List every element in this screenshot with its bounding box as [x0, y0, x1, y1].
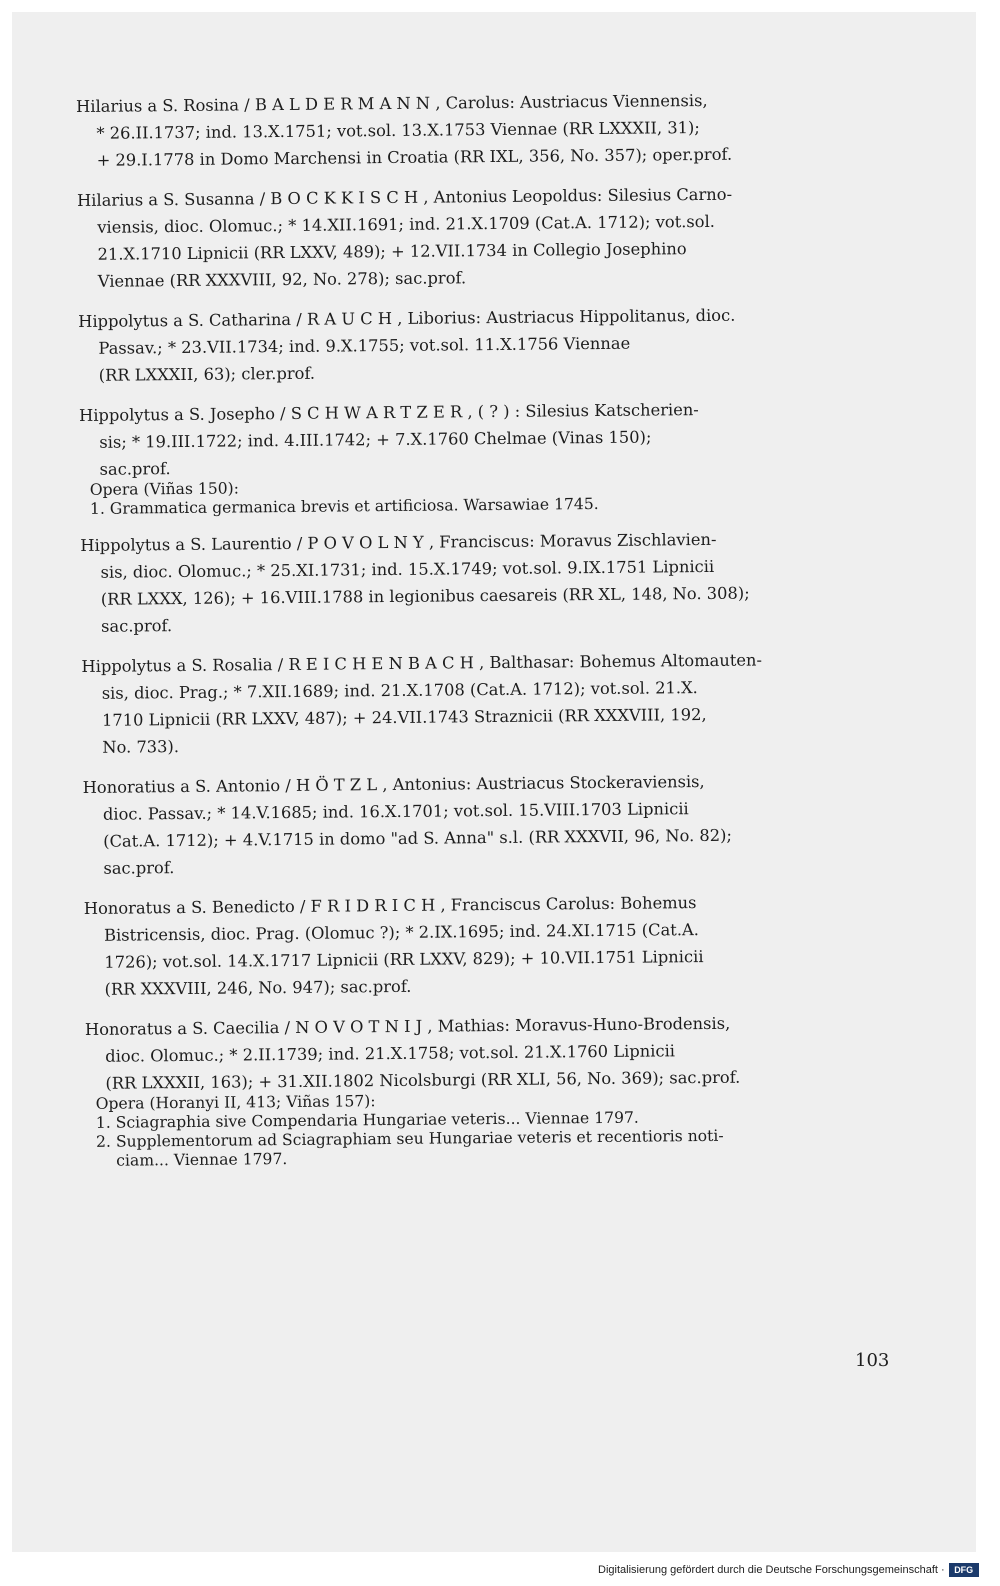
entry-line: Viennae (RR XXXVIII, 92, No. 278); sac.prof. — [97, 268, 467, 291]
entry-line: sis; * 19.III.1722; ind. 4.III.1742; + 7.X.1760 Chelmae (Vinas 150); — [99, 427, 652, 452]
entry-line: (RR XXXVIII, 246, No. 947); sac.prof. — [104, 976, 412, 999]
entry-heading-line: Honoratius a S. Antonio / H Ö T Z L , Antonius: Austriacus Stockeraviensis, — [82, 771, 705, 797]
entry-heading-line: Hilarius a S. Rosina / B A L D E R M A N N , Carolus: Austriacus Viennensis, — [76, 90, 708, 116]
entry-line: (RR LXXXII, 63); cler.prof. — [98, 363, 316, 385]
opera-item: ciam... Viennae 1797. — [116, 1150, 288, 1170]
dfg-logo: DFG — [949, 1563, 979, 1577]
document-body — [76, 85, 916, 1184]
register-entry — [81, 645, 912, 761]
register-entry — [76, 85, 907, 174]
entry-heading-line: Hippolytus a S. Rosalia / R E I C H E N B A C H , Balthasar: Bohemus Altomauten- — [81, 650, 763, 676]
footer-credit — [598, 1560, 979, 1580]
entry-heading-line: Honoratus a S. Benedicto / F R I D R I C H , Franciscus Carolus: Bohemus — [83, 893, 697, 918]
opera-item: 1. Grammatica germanica brevis et artificiosa. Warsawiae 1745. — [89, 495, 599, 518]
opera-item: 1. Sciagraphia sive Compendaria Hungariae veteris... Viennae 1797. — [95, 1108, 639, 1132]
opera-list — [80, 473, 910, 519]
entry-line: sis, dioc. Prag.; * 7.XII.1689; ind. 21.X.1708 (Cat.A. 1712); vot.sol. 21.X. — [101, 678, 698, 703]
entry-heading-line: Hippolytus a S. Laurentio / P O V O L N Y , Franciscus: Moravus Zischlavien- — [80, 529, 717, 555]
entry-line: 1726); vot.sol. 14.X.1717 Lipnicii (RR LXXV, 829); + 10.VII.1751 Lipnicii — [104, 947, 704, 972]
register-entry — [78, 300, 909, 389]
opera-heading: Opera (Horanyi II, 413; Viñas 157): — [95, 1092, 376, 1113]
entry-line: sis, dioc. Olomuc.; * 25.XI.1731; ind. 15.X.1749; vot.sol. 9.IX.1751 Lipnicii — [100, 556, 715, 582]
entry-line: * 26.II.1737; ind. 13.X.1751; vot.sol. 13.X.1753 Viennae (RR LXXXII, 31); — [96, 118, 700, 143]
entry-line: (Cat.A. 1712); + 4.V.1715 in domo "ad S. Anna" s.l. (RR XXXVII, 96, No. 82); — [103, 825, 733, 851]
entry-line: viensis, dioc. Olomuc.; * 14.XII.1691; ind. 21.X.1709 (Cat.A. 1712); vot.sol. — [97, 211, 716, 237]
entry-line: (RR LXXX, 126); + 16.VIII.1788 in legionibus caesareis (RR XL, 148, No. 308); — [100, 583, 750, 609]
opera-list — [86, 1087, 917, 1171]
entry-line: sac.prof. — [99, 459, 171, 479]
register-entry — [80, 524, 911, 640]
entry-line: 1710 Lipnicii (RR LXXV, 487); + 24.VII.1743 Straznicii (RR XXXVIII, 192, — [101, 704, 707, 730]
entry-line: dioc. Olomuc.; * 2.II.1739; ind. 21.X.1758; vot.sol. 21.X.1760 Lipnicii — [105, 1041, 676, 1066]
register-entry — [84, 887, 915, 1003]
opera-item: 2. Supplementorum ad Sciagraphiam seu Hungariae veteris et recentioris noti- — [95, 1126, 724, 1151]
register-entry — [79, 394, 910, 519]
entry-line: sac.prof. — [103, 858, 175, 878]
entry-heading-line: Hippolytus a S. Josepho / S C H W A R T Z E R , ( ? ) : Silesius Katscherien- — [79, 400, 699, 425]
entry-line: (RR LXXXII, 163); + 31.XII.1802 Nicolsburgi (RR XLI, 56, No. 369); sac.prof. — [105, 1067, 741, 1093]
entry-heading-line: Hilarius a S. Susanna / B O C K K I S C H , Antonius Leopoldus: Silesius Carno- — [76, 184, 733, 210]
register-entry — [85, 1008, 916, 1171]
entry-line: + 29.I.1778 in Domo Marchensi in Croatia (RR IXL, 356, No. 357); oper.prof. — [96, 144, 733, 170]
entry-heading-line: Hippolytus a S. Catharina / R A U C H , Liborius: Austriacus Hippolitanus, dioc. — [78, 305, 736, 331]
entry-heading-line: Honoratus a S. Caecilia / N O V O T N I J , Mathias: Moravus-Huno-Brodensis, — [84, 1013, 731, 1039]
entry-line: No. 733). — [102, 737, 180, 757]
register-entry — [77, 179, 908, 295]
entry-line: sac.prof. — [101, 616, 173, 636]
page-number: 103 — [855, 1350, 890, 1371]
entry-line: 21.X.1710 Lipnicii (RR LXXV, 489); + 12.VII.1734 in Collegio Josephino — [97, 239, 687, 264]
entry-line: dioc. Passav.; * 14.V.1685; ind. 16.X.1701; vot.sol. 15.VIII.1703 Lipnicii — [102, 799, 689, 824]
opera-heading: Opera (Viñas 150): — [89, 479, 240, 499]
entry-line: Passav.; * 23.VII.1734; ind. 9.X.1755; vot.sol. 11.X.1756 Viennae — [98, 333, 631, 358]
entry-line: Bistricensis, dioc. Prag. (Olomuc ?); * 2.IX.1695; ind. 24.XI.1715 (Cat.A. — [103, 920, 699, 945]
footer-text: Digitalisierung gefördert durch die Deutsche Forschungsgemeinschaft · — [598, 1564, 945, 1576]
register-entry — [83, 766, 914, 882]
